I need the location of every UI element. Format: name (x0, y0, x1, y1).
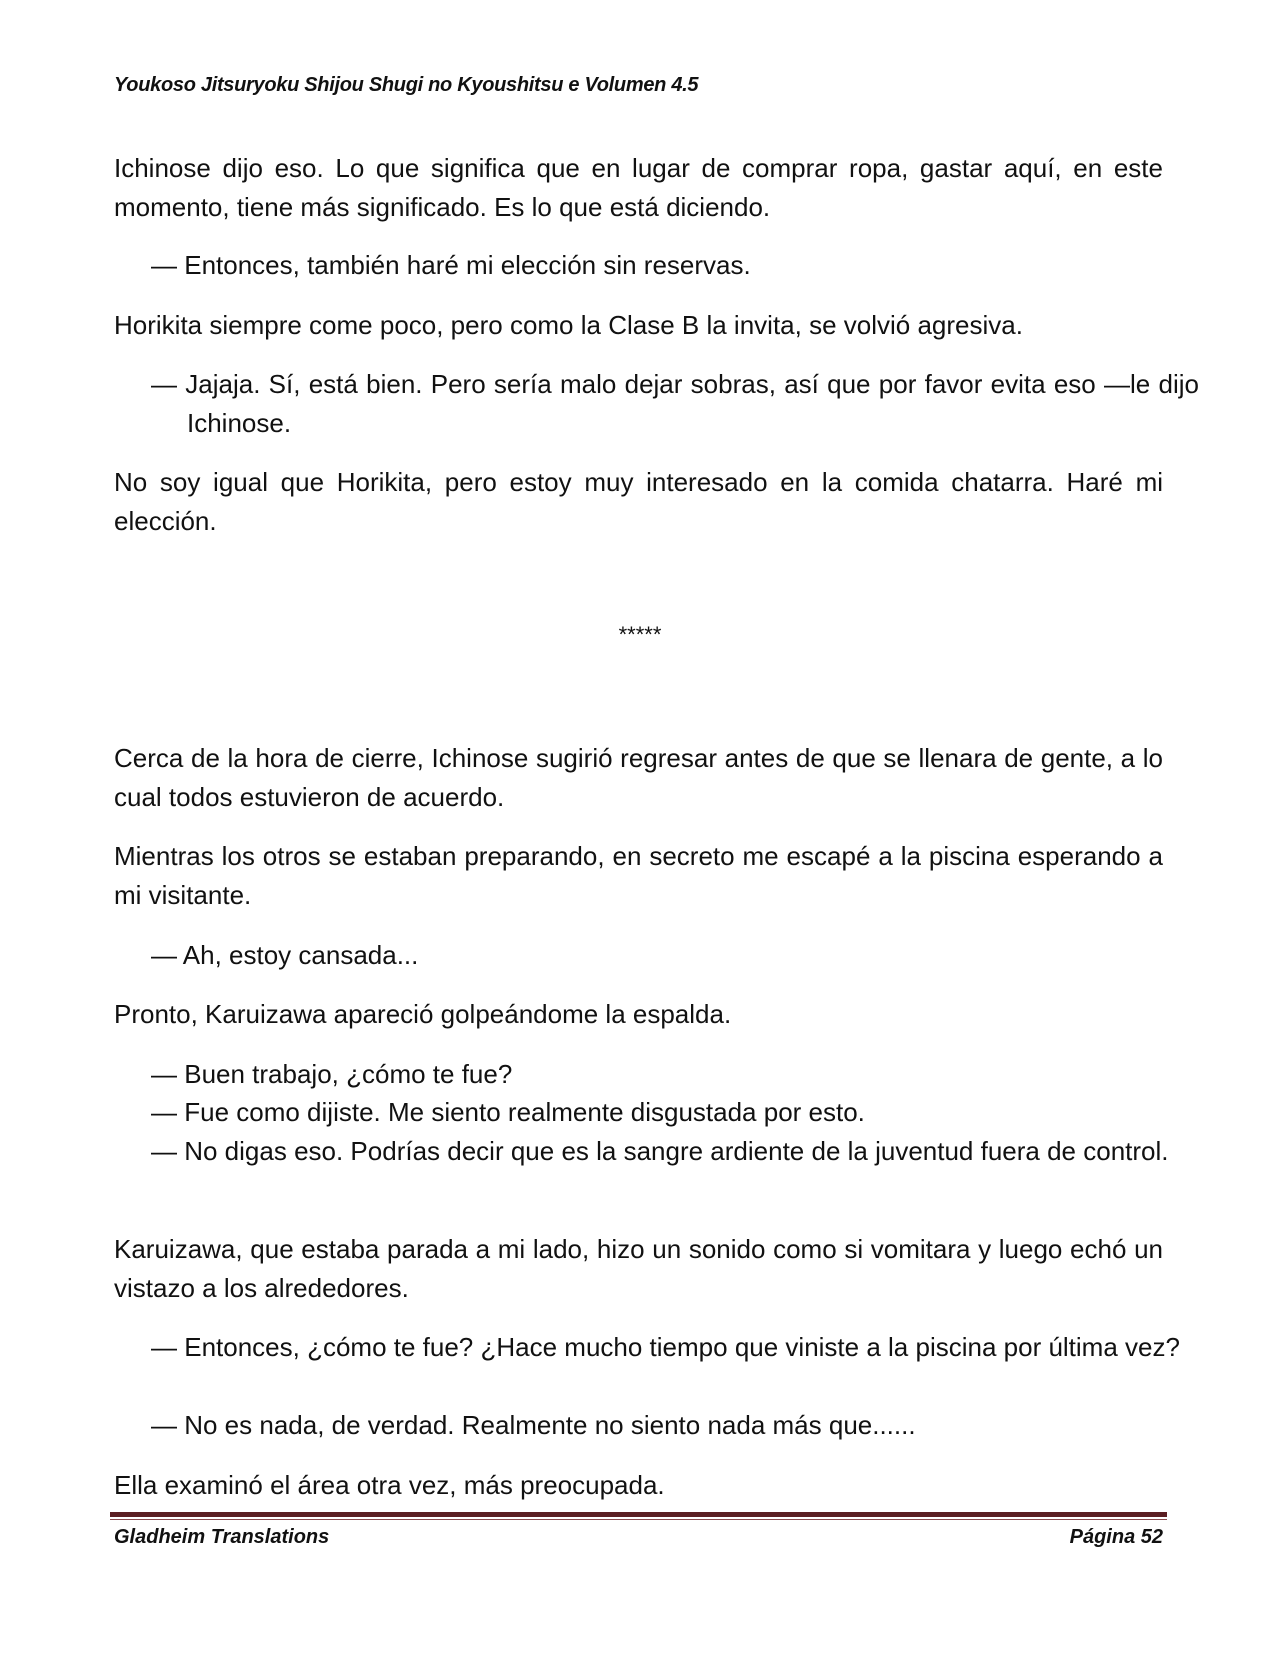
dialogue-line: — Buen trabajo, ¿cómo te fue? (151, 1059, 513, 1089)
paragraph: No soy igual que Horikita, pero estoy muy interesado en la comida chatarra. Haré mi elección. (114, 467, 1163, 536)
paragraph: Cerca de la hora de cierre, Ichinose sugirió regresar antes de que se llenara de gente, a lo cual todos estuvieron de acuerdo. (114, 743, 1163, 812)
paragraph: Mientras los otros se estaban preparando, en secreto me escapé a la piscina esperando a mi visitante. (114, 841, 1163, 910)
paragraph: Ella examinó el área otra vez, más preocupada. (114, 1470, 665, 1500)
paragraph: Karuizawa, que estaba parada a mi lado, hizo un sonido como si vomitara y luego echó un vistazo a los alrededores. (114, 1234, 1163, 1303)
paragraph: Horikita siempre come poco, pero como la Clase B la invita, se volvió agresiva. (114, 310, 1023, 340)
footer-rule-thin (110, 1519, 1167, 1520)
dialogue-line: — Ah, estoy cansada... (151, 940, 419, 970)
dialogue-line: — No es nada, de verdad. Realmente no siento nada más que...... (151, 1410, 916, 1440)
dialogue-line: — Entonces, ¿cómo te fue? ¿Hace mucho tiempo que viniste a la piscina por última vez? (151, 1332, 1180, 1362)
scene-separator: ***** (618, 622, 662, 647)
dialogue-line: — Jajaja. Sí, está bien. Pero sería malo dejar sobras, así que por favor evita eso —le dijo Ichinose. (151, 369, 1199, 438)
running-header: Youkoso Jitsuryoku Shijou Shugi no Kyoushitsu e Volumen 4.5 (114, 74, 699, 96)
footer-page-number: Página 52 (1069, 1526, 1163, 1548)
footer-rule (110, 1512, 1167, 1517)
paragraph: Ichinose dijo eso. Lo que significa que en lugar de comprar ropa, gastar aquí, en este momento, tiene más significado. Es lo que está diciendo. (114, 153, 1163, 222)
dialogue-line: — Fue como dijiste. Me siento realmente disgustada por esto. (151, 1097, 865, 1127)
footer-translator: Gladheim Translations (114, 1526, 330, 1548)
dialogue-line: — No digas eso. Podrías decir que es la sangre ardiente de la juventud fuera de control. (151, 1136, 1169, 1166)
paragraph: Pronto, Karuizawa apareció golpeándome la espalda. (114, 999, 732, 1029)
dialogue-line: — Entonces, también haré mi elección sin reservas. (151, 250, 751, 280)
